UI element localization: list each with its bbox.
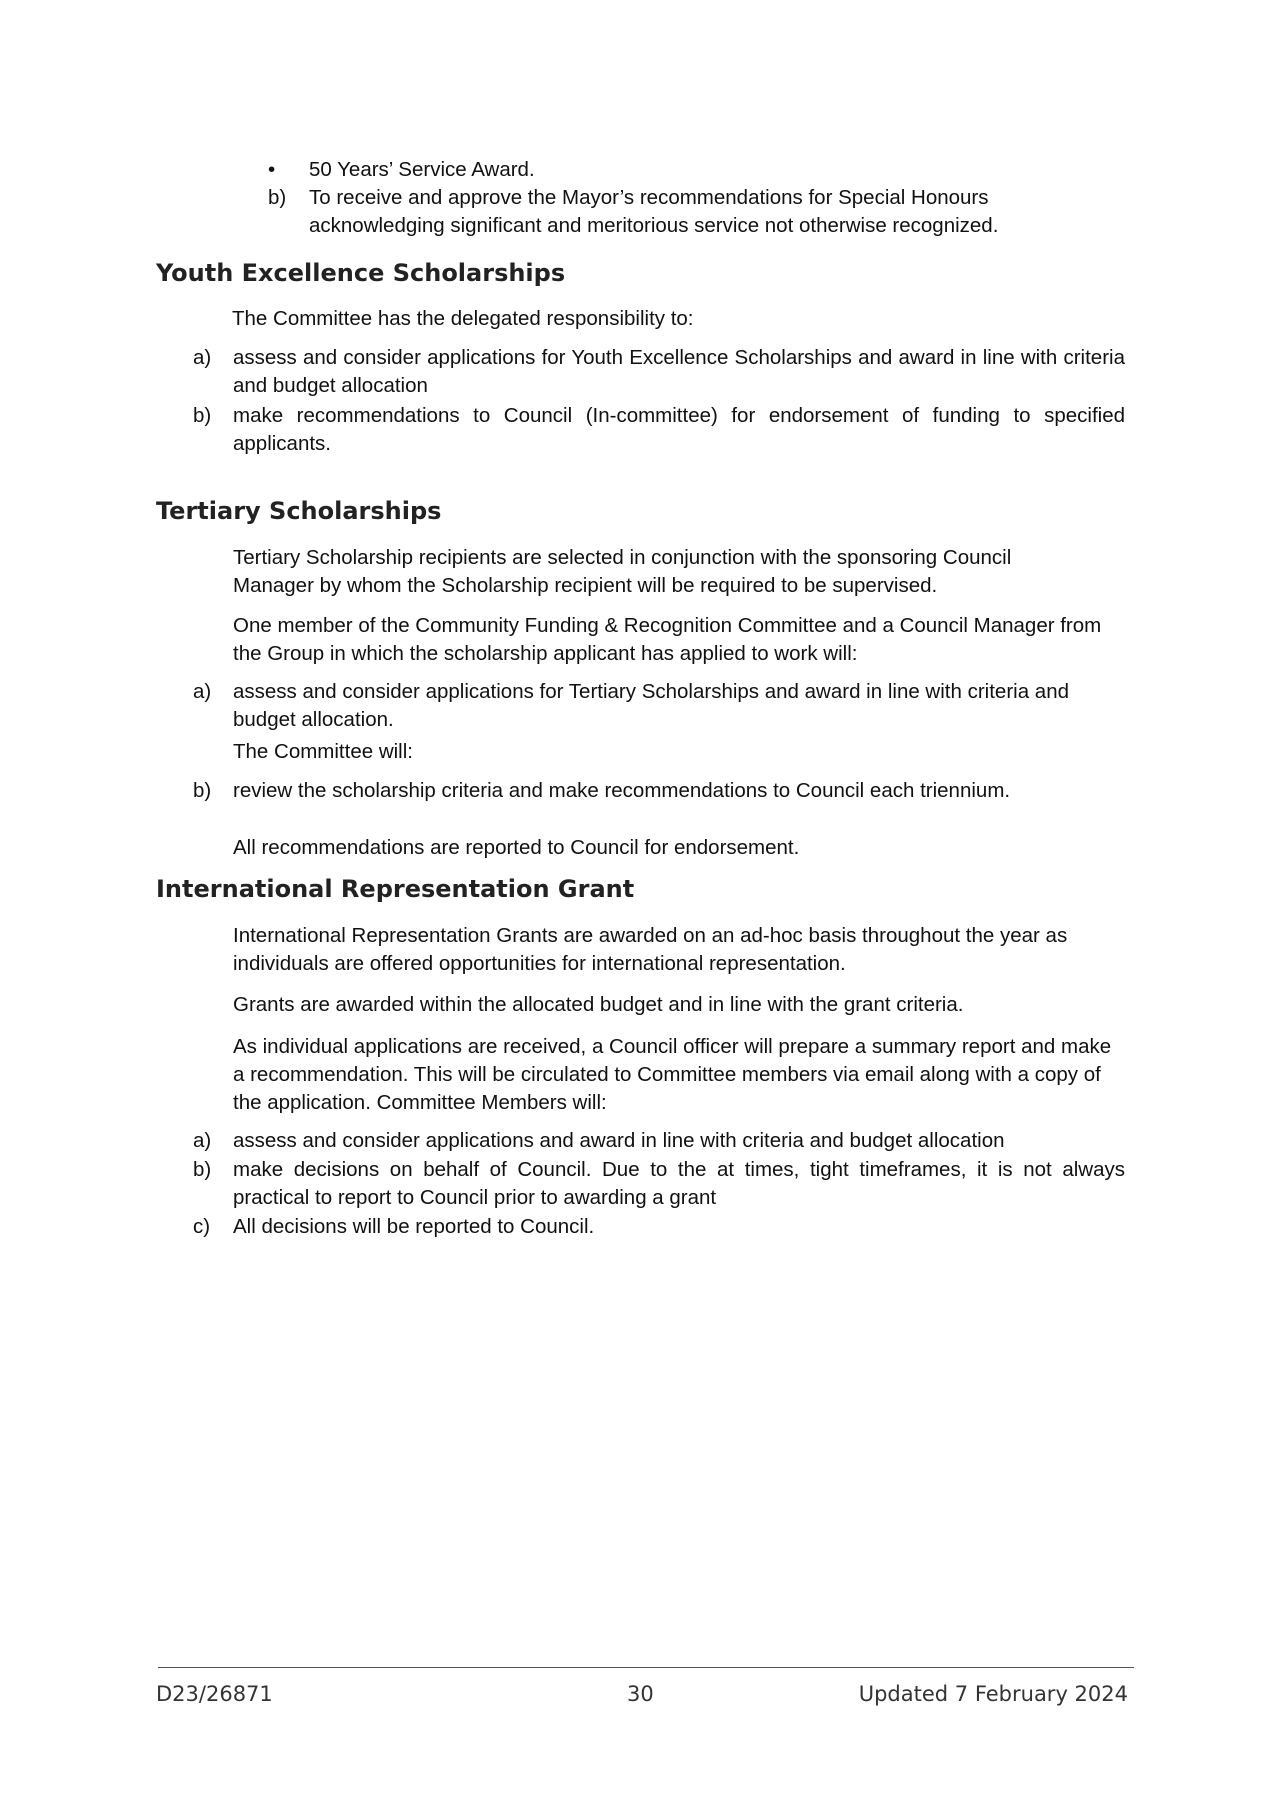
paragraph: One member of the Community Funding & Recognition Committee and a Council Manager from the Group in which the scholarship applicant has applied to work will: bbox=[233, 614, 1102, 665]
list-item-text: assess and consider applications for Youth Excellence Scholarships and award in line with criteria and budget allocation bbox=[233, 346, 1125, 397]
list-label: c) bbox=[193, 1215, 211, 1238]
paragraph: Grants are awarded within the allocated budget and in line with the grant criteria. bbox=[233, 993, 964, 1016]
intro-text: The Committee has the delegated responsibility to: bbox=[232, 307, 694, 330]
list-label: b) bbox=[193, 779, 212, 802]
section-heading: Tertiary Scholarships bbox=[156, 497, 442, 525]
document-reference: D23/26871 bbox=[156, 1682, 273, 1706]
paragraph: Tertiary Scholarship recipients are selected in conjunction with the sponsoring Council Manager by whom the Scholarship recipient will be required to be supervised. bbox=[233, 546, 1012, 597]
updated-date: Updated 7 February 2024 bbox=[858, 1682, 1128, 1706]
list-label: a) bbox=[193, 680, 212, 703]
list-label: b) bbox=[193, 1158, 212, 1181]
committee-intro: The Committee will: bbox=[233, 740, 413, 763]
list-label: b) bbox=[268, 186, 287, 209]
page-number: 30 bbox=[627, 1682, 654, 1706]
footer-divider bbox=[158, 1667, 1134, 1668]
bullet-icon: • bbox=[268, 158, 276, 181]
list-label: a) bbox=[193, 346, 212, 369]
list-item-text: assess and consider applications for Tertiary Scholarships and award in line with criteria and budget allocation. bbox=[233, 680, 1069, 731]
list-item-text: make decisions on behalf of Council. Due to the at times, tight timeframes, it is not always practical to report to Council prior to awarding a grant bbox=[233, 1158, 1125, 1209]
closing-text: All recommendations are reported to Council for endorsement. bbox=[233, 836, 800, 859]
section-heading: International Representation Grant bbox=[156, 875, 635, 903]
list-label: a) bbox=[193, 1129, 212, 1152]
paragraph: As individual applications are received, a Council officer will prepare a summary report and make a recommendation. This will be circulated to Committee members via email along with a copy of the application. Committee Members will: bbox=[233, 1035, 1112, 1114]
list-item-text: All decisions will be reported to Council. bbox=[233, 1215, 595, 1238]
list-item-text: To receive and approve the Mayor’s recommendations for Special Honours acknowledging significant and meritorious service not otherwise recognized. bbox=[309, 186, 999, 237]
bullet-item: 50 Years’ Service Award. bbox=[309, 158, 535, 181]
paragraph: International Representation Grants are awarded on an ad-hoc basis throughout the year as individuals are offered opportunities for international representation. bbox=[233, 924, 1068, 975]
list-label: b) bbox=[193, 404, 212, 427]
list-item-text: review the scholarship criteria and make recommendations to Council each triennium. bbox=[233, 779, 1011, 802]
list-item-text: assess and consider applications and award in line with criteria and budget allocation bbox=[233, 1129, 1005, 1152]
section-heading: Youth Excellence Scholarships bbox=[156, 259, 566, 287]
list-item-text: make recommendations to Council (In-committee) for endorsement of funding to specified applicants. bbox=[233, 404, 1125, 455]
